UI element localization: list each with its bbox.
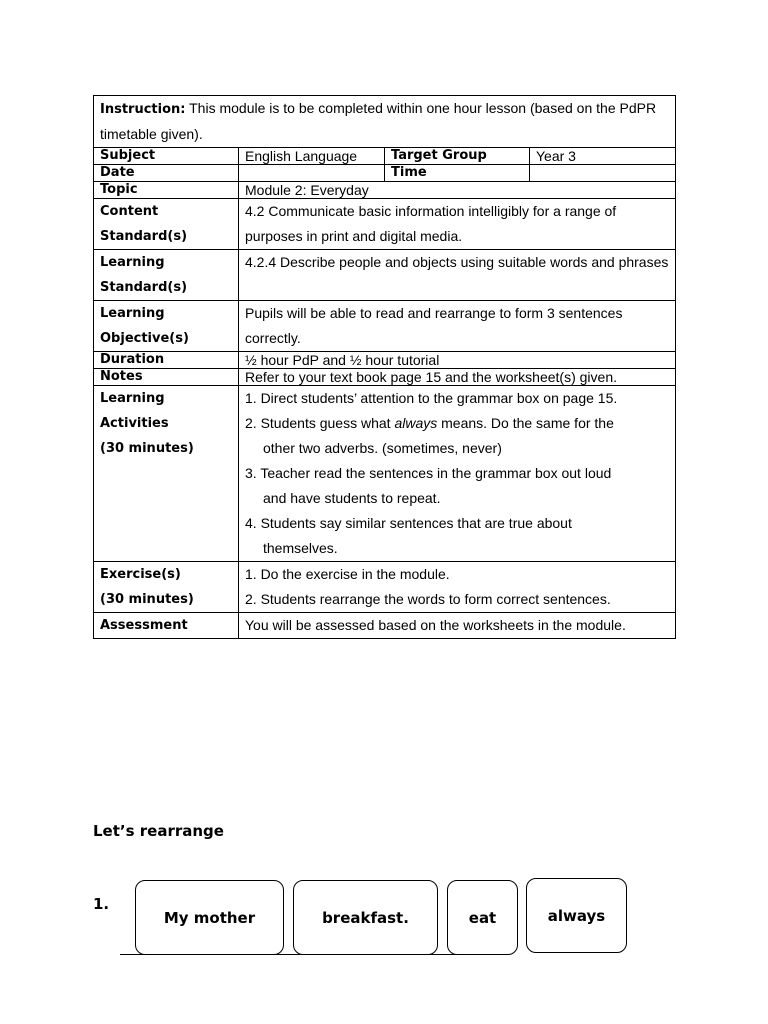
exercise-2: 2. Students rearrange the words to form correct sentences. xyxy=(245,591,611,607)
content-standard-value: 4.2 Communicate basic information intelligibly for a range of purposes in print and digital media. xyxy=(239,199,676,250)
activity-3: 3. Teacher read the sentences in the grammar box out loud xyxy=(245,465,612,481)
answer-line[interactable] xyxy=(120,954,468,955)
activities-label-line1: Learning xyxy=(100,391,165,406)
target-group-value: Year 3 xyxy=(530,148,676,165)
question-number: 1. xyxy=(93,895,110,913)
topic-value: Module 2: Everyday xyxy=(239,182,676,199)
content-standard-label-line1: Content xyxy=(100,204,159,219)
subject-row xyxy=(94,148,676,165)
content-standard-row xyxy=(94,199,676,250)
learning-standard-value: 4.2.4 Describe people and objects using suitable words and phrases xyxy=(239,250,676,301)
activity-2-italic: always xyxy=(394,415,438,431)
assessment-value: You will be assessed based on the worksheets in the module. xyxy=(239,613,676,639)
activity-4: 4. Students say similar sentences that are true about xyxy=(245,515,572,531)
activity-2-after: means. Do the same for the xyxy=(437,415,614,431)
date-label: Date xyxy=(94,165,239,182)
notes-value: Refer to your text book page 15 and the worksheet(s) given. xyxy=(239,369,676,386)
worksheet-title: Let’s rearrange xyxy=(93,822,224,840)
duration-value: ½ hour PdP and ½ hour tutorial xyxy=(239,352,676,369)
instruction-row xyxy=(94,96,676,148)
learning-objective-label-line1: Learning xyxy=(100,306,165,321)
content-standard-label xyxy=(94,199,239,250)
activity-2-continued: other two adverbs. (sometimes, never) xyxy=(263,440,502,456)
date-value xyxy=(239,165,385,182)
learning-objective-label-line2: Objective(s) xyxy=(100,331,189,346)
learning-activities-value xyxy=(239,386,676,562)
exercise-label xyxy=(94,562,239,613)
time-label: Time xyxy=(385,165,530,182)
duration-row xyxy=(94,352,676,369)
module-table xyxy=(93,95,676,639)
activities-label-line3: (30 minutes) xyxy=(100,441,194,456)
exercise-label-line1: Exercise(s) xyxy=(100,567,181,582)
assessment-row xyxy=(94,613,676,639)
assessment-label: Assessment xyxy=(94,613,239,639)
instruction-text: This module is to be completed within one hour lesson (based on the PdPR timetable given). xyxy=(100,100,657,142)
topic-row xyxy=(94,182,676,199)
duration-label: Duration xyxy=(94,352,239,369)
topic-label: Topic xyxy=(94,182,239,199)
exercise-1: 1. Do the exercise in the module. xyxy=(245,566,450,582)
notes-label: Notes xyxy=(94,369,239,386)
word-card-breakfast[interactable]: breakfast. xyxy=(293,880,438,955)
content-standard-label-line2: Standard(s) xyxy=(100,229,188,244)
activities-label-line2: Activities xyxy=(100,416,169,431)
learning-objective-label xyxy=(94,301,239,352)
learning-standard-label xyxy=(94,250,239,301)
activity-2-before: 2. Students guess what xyxy=(245,415,395,431)
learning-activities-row xyxy=(94,386,676,562)
subject-value: English Language xyxy=(239,148,385,165)
exercise-label-line2: (30 minutes) xyxy=(100,592,194,607)
time-value xyxy=(530,165,676,182)
instruction-cell xyxy=(94,96,676,148)
activity-3-continued: and have students to repeat. xyxy=(263,490,441,506)
notes-row xyxy=(94,369,676,386)
learning-objective-value: Pupils will be able to read and rearrange to form 3 sentences correctly. xyxy=(239,301,676,352)
learning-objective-row xyxy=(94,301,676,352)
activity-1: 1. Direct students’ attention to the grammar box on page 15. xyxy=(245,390,618,406)
exercise-value xyxy=(239,562,676,613)
learning-standard-label-line1: Learning xyxy=(100,255,165,270)
exercise-row xyxy=(94,562,676,613)
instruction-label: Instruction: xyxy=(100,102,186,117)
learning-standard-row xyxy=(94,250,676,301)
word-card-always[interactable]: always xyxy=(526,878,627,953)
word-card-my-mother[interactable]: My mother xyxy=(135,880,284,955)
target-group-label: Target Group xyxy=(385,148,530,165)
date-row xyxy=(94,165,676,182)
subject-label: Subject xyxy=(94,148,239,165)
word-card-eat[interactable]: eat xyxy=(447,880,518,955)
activity-4-continued: themselves. xyxy=(263,540,338,556)
activity-2 xyxy=(245,411,669,436)
learning-activities-label xyxy=(94,386,239,562)
learning-standard-label-line2: Standard(s) xyxy=(100,280,188,295)
